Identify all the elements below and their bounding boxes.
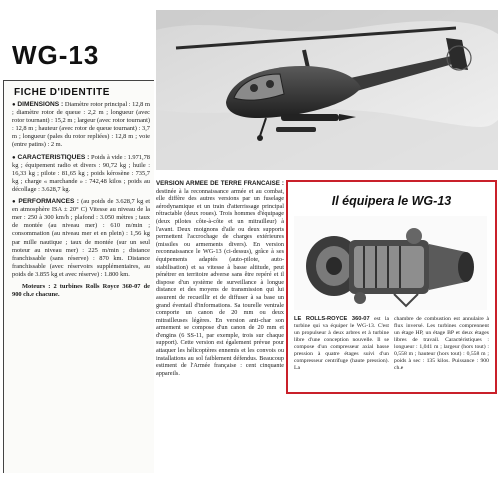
engine-box-title: Il équipera le WG-13 bbox=[331, 194, 452, 208]
dimensions-paragraph bbox=[12, 101, 150, 150]
engine-text-right bbox=[394, 316, 489, 388]
fiche-identite bbox=[3, 80, 154, 473]
performances-text: (au poids de 3.628,7 kg et en atmosphère ISA ± 20° C) Vitesse au niveau de la mer : 250 à 300 km/h ; plafond : 3.050 mètres ; taux de montée (au niveau mer) : 610 m/min ; consommation (au niveau mer et en plein) : 1,56 kg par mille nautique ; taux de montée (sur un seul moteur au niveau mer) : 225 m/min ; distance franchissable (sans réserve) : 870 km. Distance franchissable (avec réservoirs supplémentaires, au poids de 3.855 kg et avec réserve) : 1.800 km. bbox=[12, 198, 151, 278]
helicopter-photo bbox=[156, 10, 498, 170]
dimensions-text: Diamètre rotor principal : 12,8 m ; diamètre rotor de queue : 2,2 m ; longueur (avec rotor tournant) : 15,2 m ; largeur (avec rotor tournant) : 12,8 m ; hauteur (avec rotor de queue tournant) : 3,7 m ; longueur (pales du rotor repliées) : 12,8 m ; voie (entre patins) : 2 m. bbox=[12, 101, 150, 149]
army-version-label: VERSION ARMEE DE TERRE FRANCAISE : bbox=[156, 180, 284, 187]
engine-text-left bbox=[294, 316, 389, 388]
moteurs-label: Moteurs : bbox=[22, 282, 51, 290]
caracteristiques-paragraph bbox=[12, 154, 150, 194]
fiche-body bbox=[4, 101, 154, 299]
engine-text-left-body: est la turbine qui va équiper le WG-13. C'est un propulseur à deux arbres et à turbine libre d'une conception nouvelle. Il se compose d'un compresseur axial basse pression à quatre étages suivi d'un compresseur centrifuge (haute pression). La bbox=[294, 316, 389, 371]
dimensions-label: ● DIMENSIONS : bbox=[12, 101, 63, 108]
fiche-heading: FICHE D'IDENTITE bbox=[14, 87, 110, 98]
turbine-engine-illustration bbox=[294, 216, 487, 310]
helicopter-image bbox=[156, 10, 498, 170]
engine-box bbox=[286, 180, 497, 394]
performances-label: ● PERFORMANCES : bbox=[12, 198, 79, 205]
army-version-text: destinée à la reconnaissance armée et au combat, elle diffère des autres versions par un fuselage aérodynamique et un train d'atterrissage principal rétractable (deux roues). Trois hommes d'équipage (deux pilotes côte-à-côte et un mitrailleur) à l'avant. Deux moignons d'aile ou deux supports permettent l'accrochage de charges extérieures (missiles ou armements divers). En version reconnaissance le WG-13 (ci-dessus), grâce à ses équipements adaptés (auto-pilote, auto-stabilisation) et sa vitesse à basse altitude, peut pénétrer en territoire adverse sans être repéré et il dispose d'un système de surveillance à longue distance et des moyens de transmission qui lui assurent de recueillir et de diffuser à sa base un grand éventail d'informations. Sa tourelle ventrale comporte un canon de 20 mm ou deux mitrailleuses légères. En version anti-char son armement se compose d'un canon de 20 mm et d'engins (6 SS-11, par exemple, trois sur chaque support). Cette version est également prévue pour attaquer les hélicoptères ennemis et les convois ou installations au sol faiblement défendus. Beaucoup estiment de l'Armée française : cent cinquante appareils. bbox=[156, 187, 284, 377]
engine-label: LE ROLLS-ROYCE 360-07 bbox=[294, 316, 370, 322]
caracteristiques-label: ● CARACTERISTIQUES : bbox=[12, 154, 89, 161]
moteurs-paragraph bbox=[12, 283, 150, 299]
army-version-column bbox=[156, 180, 284, 470]
engine-box-text bbox=[294, 316, 489, 388]
page-title: WG-13 bbox=[12, 40, 100, 70]
performances-paragraph bbox=[12, 198, 150, 279]
caracteristiques-text: Poids à vide : 1.971,78 kg ; équipement radio et divers : 90,72 kg ; huile : 16,33 kg ; pilote : 81,65 kg ; poids kérosène : 735,7 kg ; charge « marchande » : 742,48 kilos ; poids au décollage : 3.628,7 kg. bbox=[12, 153, 150, 193]
army-version-paragraph bbox=[156, 180, 284, 377]
moteurs-text: 2 turbines Rolls Royce 360-07 de 900 ch.e chacune. bbox=[12, 282, 150, 299]
engine-text-right-body: chambre de combustion est annulaire à flux inversé. Les turbines comprennent un étage HP, un étage BP et deux étages libres de travail. Caractéristiques : longueur : 1,041 m ; largeur (hors tout) : 0,558 m ; hauteur (hors tout) : 0,558 m ; poids à sec : 135 kilos. Puissance : 900 ch.e bbox=[394, 316, 489, 371]
